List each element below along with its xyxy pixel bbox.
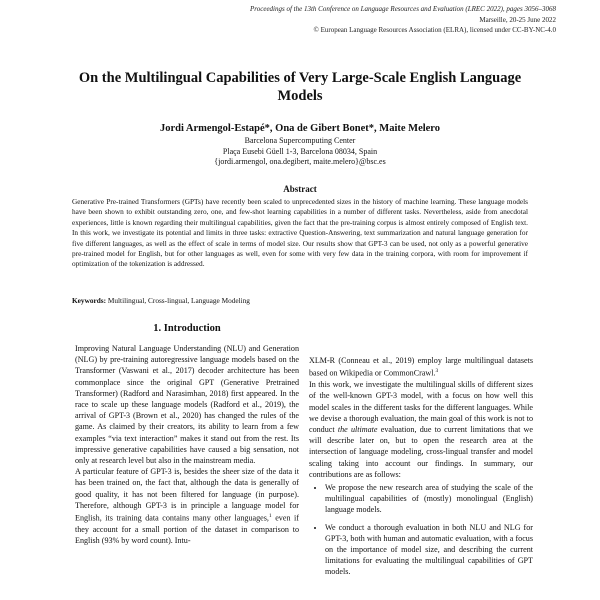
contribution-item-1: • We propose the new research area of studying the scale of the multilingual capabilities of (mostly) monolingual (English) language models. bbox=[325, 482, 533, 516]
keywords-label: Keywords: bbox=[72, 296, 107, 305]
right-column bbox=[309, 355, 533, 584]
contribution-item-2: • We conduct a thorough evaluation in both NLU and NLG for GPT-3, both with human and automatic evaluation, with a focus on the importance of model size, and describing the current limitations for evaluating the multilingual capabilities of GPT models. bbox=[325, 522, 533, 578]
contributions-list bbox=[309, 482, 533, 578]
right-p1-a: In this work, we investigate the multilingual skills of different sizes of the well-known GPT-3 model, with a focus on how well this model scales in the different tasks for the different languages. While we devise a thorough evaluation, the main goal of this work is not to conduct bbox=[309, 380, 533, 434]
left-column bbox=[75, 322, 299, 546]
header-location: Marseille, 20-25 June 2022 bbox=[479, 15, 556, 24]
right-p1-emphasis: the ultimate bbox=[337, 424, 378, 434]
emails: {jordi.armengol, ona.degibert, maite.melero}@bsc.es bbox=[214, 157, 386, 166]
right-p1-b: evaluation, due to current limitations that we will describe later on, but to open the research area at the intersection of language modeling, cross-lingual transfer and model scaling taking into account our findings. In summary, our contributions are as follows: bbox=[309, 424, 533, 479]
paper-title: On the Multilingual Capabilities of Very Large-Scale English Language Models bbox=[78, 70, 522, 104]
abstract-text: Generative Pre-trained Transformers (GPTs) have recently been scaled to unprecedented sizes in the history of machine learning. These language models have been shown to exhibit outstanding zero, one, and few-shot learning capabilities in a number of different tasks. Nevertheless, aside from anecdotal experiences, little is known regarding their multilingual capabilities, given the fact that the pre-training corpus is almost entirely composed of English text. In this work, we investigate its potential and limits in three tasks: extractive Question-Answering, text summarization and natural language generation for five different languages, as well as the effect of scale in terms of model size. Our results show that GPT-3 can be used, not only as a powerful generative pre-trained model for English, but for other languages as well, even for some with very few data in the training corpora, with room for improvement if optimization of the tokenization is addressed. bbox=[72, 197, 528, 269]
intro-p2-text: A particular feature of GPT-3 is, besides the sheer size of the data it has been trained on, the fact that, although the data is generally of good quality, it has not been filtered for language (in purpose). Therefore, although GPT-3 is in principle a language model for English, its training data contains many other languages, bbox=[75, 467, 299, 523]
right-paragraph-0 bbox=[309, 355, 533, 379]
right-paragraph-1 bbox=[309, 379, 533, 480]
keywords bbox=[72, 296, 528, 306]
right-p0-text: XLM-R (Conneau et al., 2019) employ large multilingual datasets based on Wikipedia or CommonCrawl. bbox=[309, 356, 533, 378]
header-proceedings: Proceedings of the 13th Conference on Language Resources and Evaluation (LREC 2022), pages 3056–3068 bbox=[249, 5, 556, 13]
abstract-heading: Abstract bbox=[283, 184, 317, 194]
footnote-mark-1: 1 bbox=[268, 513, 272, 520]
footnote-mark-3: 3 bbox=[435, 368, 439, 375]
address: Plaça Eusebi Güell 1-3, Barcelona 08034, Spain bbox=[222, 146, 378, 156]
section-heading-introduction: 1. Introduction bbox=[153, 323, 221, 334]
intro-p2-end: even if they account for a small portion of the dataset in comparison to English (93% by word count). Intu- bbox=[75, 513, 299, 546]
intro-paragraph-2 bbox=[75, 466, 299, 546]
proceedings-header bbox=[250, 4, 556, 36]
keywords-list: Multilingual, Cross-lingual, Language Modeling bbox=[107, 296, 250, 305]
affiliation: Barcelona Supercomputing Center bbox=[244, 136, 356, 145]
paper-authors: Jordi Armengol-Estapé*, Ona de Gibert Bonet*, Maite Melero bbox=[159, 123, 441, 134]
header-license: © European Language Resources Association (ELRA), licensed under CC-BY-NC-4.0 bbox=[313, 26, 556, 34]
affiliation-block bbox=[0, 136, 600, 168]
intro-paragraph-1: Improving Natural Language Understanding (NLU) and Generation (NLG) by pre-training autoregressive language models based on the Transformer (Vaswani et al., 2017) decoder architecture has been commonplace since the original GPT (Generative Pretrained Transformer) (Radford and Narasimhan, 2018) first appeared. In the race to scale up these language models (Radford et al., 2019), the arrival of GPT-3 (Brown et al., 2020) has changed the rules of the game. As claimed by their creators, its ability to learn from a few examples “via text interaction” makes it stand out from the rest. Its impressive generative capabilities have caused a big sensation, not only at research level but also in the mainstream media. bbox=[75, 344, 299, 466]
